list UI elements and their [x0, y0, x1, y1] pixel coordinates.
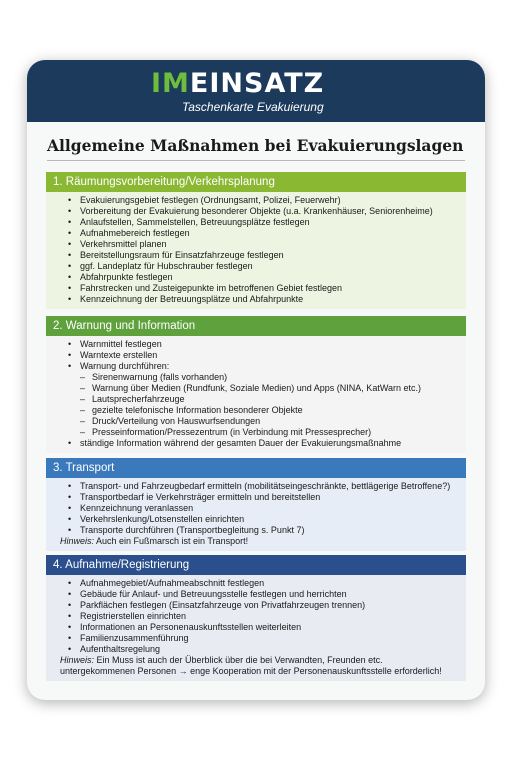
section-heading: 4. Aufnahme/Registrierung — [46, 555, 466, 575]
section-heading: 3. Transport — [46, 458, 466, 478]
page-title: Allgemeine Maßnahmen bei Evakuierungslagen — [47, 136, 464, 155]
logo-einsatz: EINSATZ — [189, 68, 325, 99]
list-item: • Abfahrpunkte festlegen — [80, 272, 460, 283]
bullet-list — [80, 339, 460, 449]
section-body — [46, 192, 466, 309]
sub-list-item: – Druck/Verteilung von Hauswurfsendungen — [80, 416, 460, 427]
card-header — [27, 60, 485, 122]
sub-list-item: – Warnung über Medien (Rundfunk, Soziale Medien) und Apps (NINA, KatWarn etc.) — [80, 383, 460, 394]
list-item: • Warntexte erstellen — [80, 350, 460, 361]
hint-label: Hinweis: — [60, 655, 95, 666]
hint-text: Auch ein Fußmarsch ist ein Transport! — [94, 536, 249, 547]
list-item: • Verkehrsmittel planen — [80, 239, 460, 250]
sub-list-item: – gezielte telefonische Information besonderer Objekte — [80, 405, 460, 416]
list-item: • Kennzeichnung veranlassen — [80, 503, 460, 514]
list-item: • Fahrstrecken und Zusteigepunkte im betroffenen Gebiet festlegen — [80, 283, 460, 294]
list-item: • Transport- und Fahrzeugbedarf ermitteln (mobilitätseingeschränkte, bettlägerige Betroffene?) — [80, 481, 460, 492]
logo-im: IM — [151, 68, 190, 99]
list-item: • Warnung durchführen: — [80, 361, 460, 372]
list-item: • Parkflächen festlegen (Einsatzfahrzeuge von Privatfahrzeugen trennen) — [80, 600, 460, 611]
list-item: • Informationen an Personenauskunftsstellen weiterleiten — [80, 622, 460, 633]
list-item: • Anlaufstellen, Sammelstellen, Betreuungsplätze festlegen — [80, 217, 460, 228]
hint-label: Hinweis: — [60, 536, 95, 547]
bullet-list — [80, 195, 460, 305]
section-heading: 1. Räumungsvorbereitung/Verkehrsplanung — [46, 172, 466, 192]
list-item: • Evakuierungsgebiet festlegen (Ordnungsamt, Polizei, Feuerwehr) — [80, 195, 460, 206]
title-divider — [47, 160, 465, 161]
section-evacuation-preparation — [46, 172, 466, 309]
pocket-card — [27, 60, 485, 700]
list-item: • Familienzusammenführung — [80, 633, 460, 644]
list-item: • Transportbedarf ie Verkehrsträger ermitteln und bereitstellen — [80, 492, 460, 503]
list-item: • ggf. Landeplatz für Hubschrauber festlegen — [80, 261, 460, 272]
card-subtitle: Taschenkarte Evakuierung — [182, 100, 324, 114]
hint-note-continued: untergekommenen Personen → enge Kooperation mit der Personenauskunftsstelle erforderlich! — [60, 666, 442, 677]
sub-list-item: – Lautsprecherfahrzeuge — [80, 394, 460, 405]
bullet-list — [80, 481, 460, 536]
section-body — [46, 575, 466, 681]
list-item: • Vorbereitung der Evakuierung besonderer Objekte (u.a. Krankenhäuser, Seniorenheime) — [80, 206, 460, 217]
section-body — [46, 336, 466, 453]
sub-list-item: – Presseinformation/Pressezentrum (in Verbindung mit Pressesprecher) — [80, 427, 460, 438]
list-item: • Aufnahmebereich festlegen — [80, 228, 460, 239]
list-item: • Aufnahmegebiet/Aufnahmeabschnitt festlegen — [80, 578, 460, 589]
section-admission-registration — [46, 555, 466, 681]
section-transport — [46, 458, 466, 551]
brand-logo — [151, 69, 324, 99]
bullet-list — [80, 578, 460, 655]
list-item: • Gebäude für Anlauf- und Betreuungsstelle festlegen und herrichten — [80, 589, 460, 600]
section-heading: 2. Warnung und Information — [46, 316, 466, 336]
list-item: • Warnmittel festlegen — [80, 339, 460, 350]
list-item: • Bereitstellungsraum für Einsatzfahrzeuge festlegen — [80, 250, 460, 261]
list-item: • ständige Information während der gesamten Dauer der Evakuierungsmaßnahme — [80, 438, 460, 449]
list-item: • Registrierstellen einrichten — [80, 611, 460, 622]
list-item: • Aufenthaltsregelung — [80, 644, 460, 655]
hint-text: Ein Muss ist auch der Überblick über die bei Verwandten, Freunden etc. — [94, 655, 383, 666]
section-body — [46, 478, 466, 551]
hint-note — [60, 655, 460, 666]
sub-list-item: – Sirenenwarnung (falls vorhanden) — [80, 372, 460, 383]
list-item: • Transporte durchführen (Transportbegleitung s. Punkt 7) — [80, 525, 460, 536]
section-warning-information — [46, 316, 466, 453]
list-item: • Verkehrslenkung/Lotsenstellen einrichten — [80, 514, 460, 525]
list-item: • Kennzeichnung der Betreuungsplätze und Abfahrpunkte — [80, 294, 460, 305]
hint-note — [60, 536, 460, 547]
